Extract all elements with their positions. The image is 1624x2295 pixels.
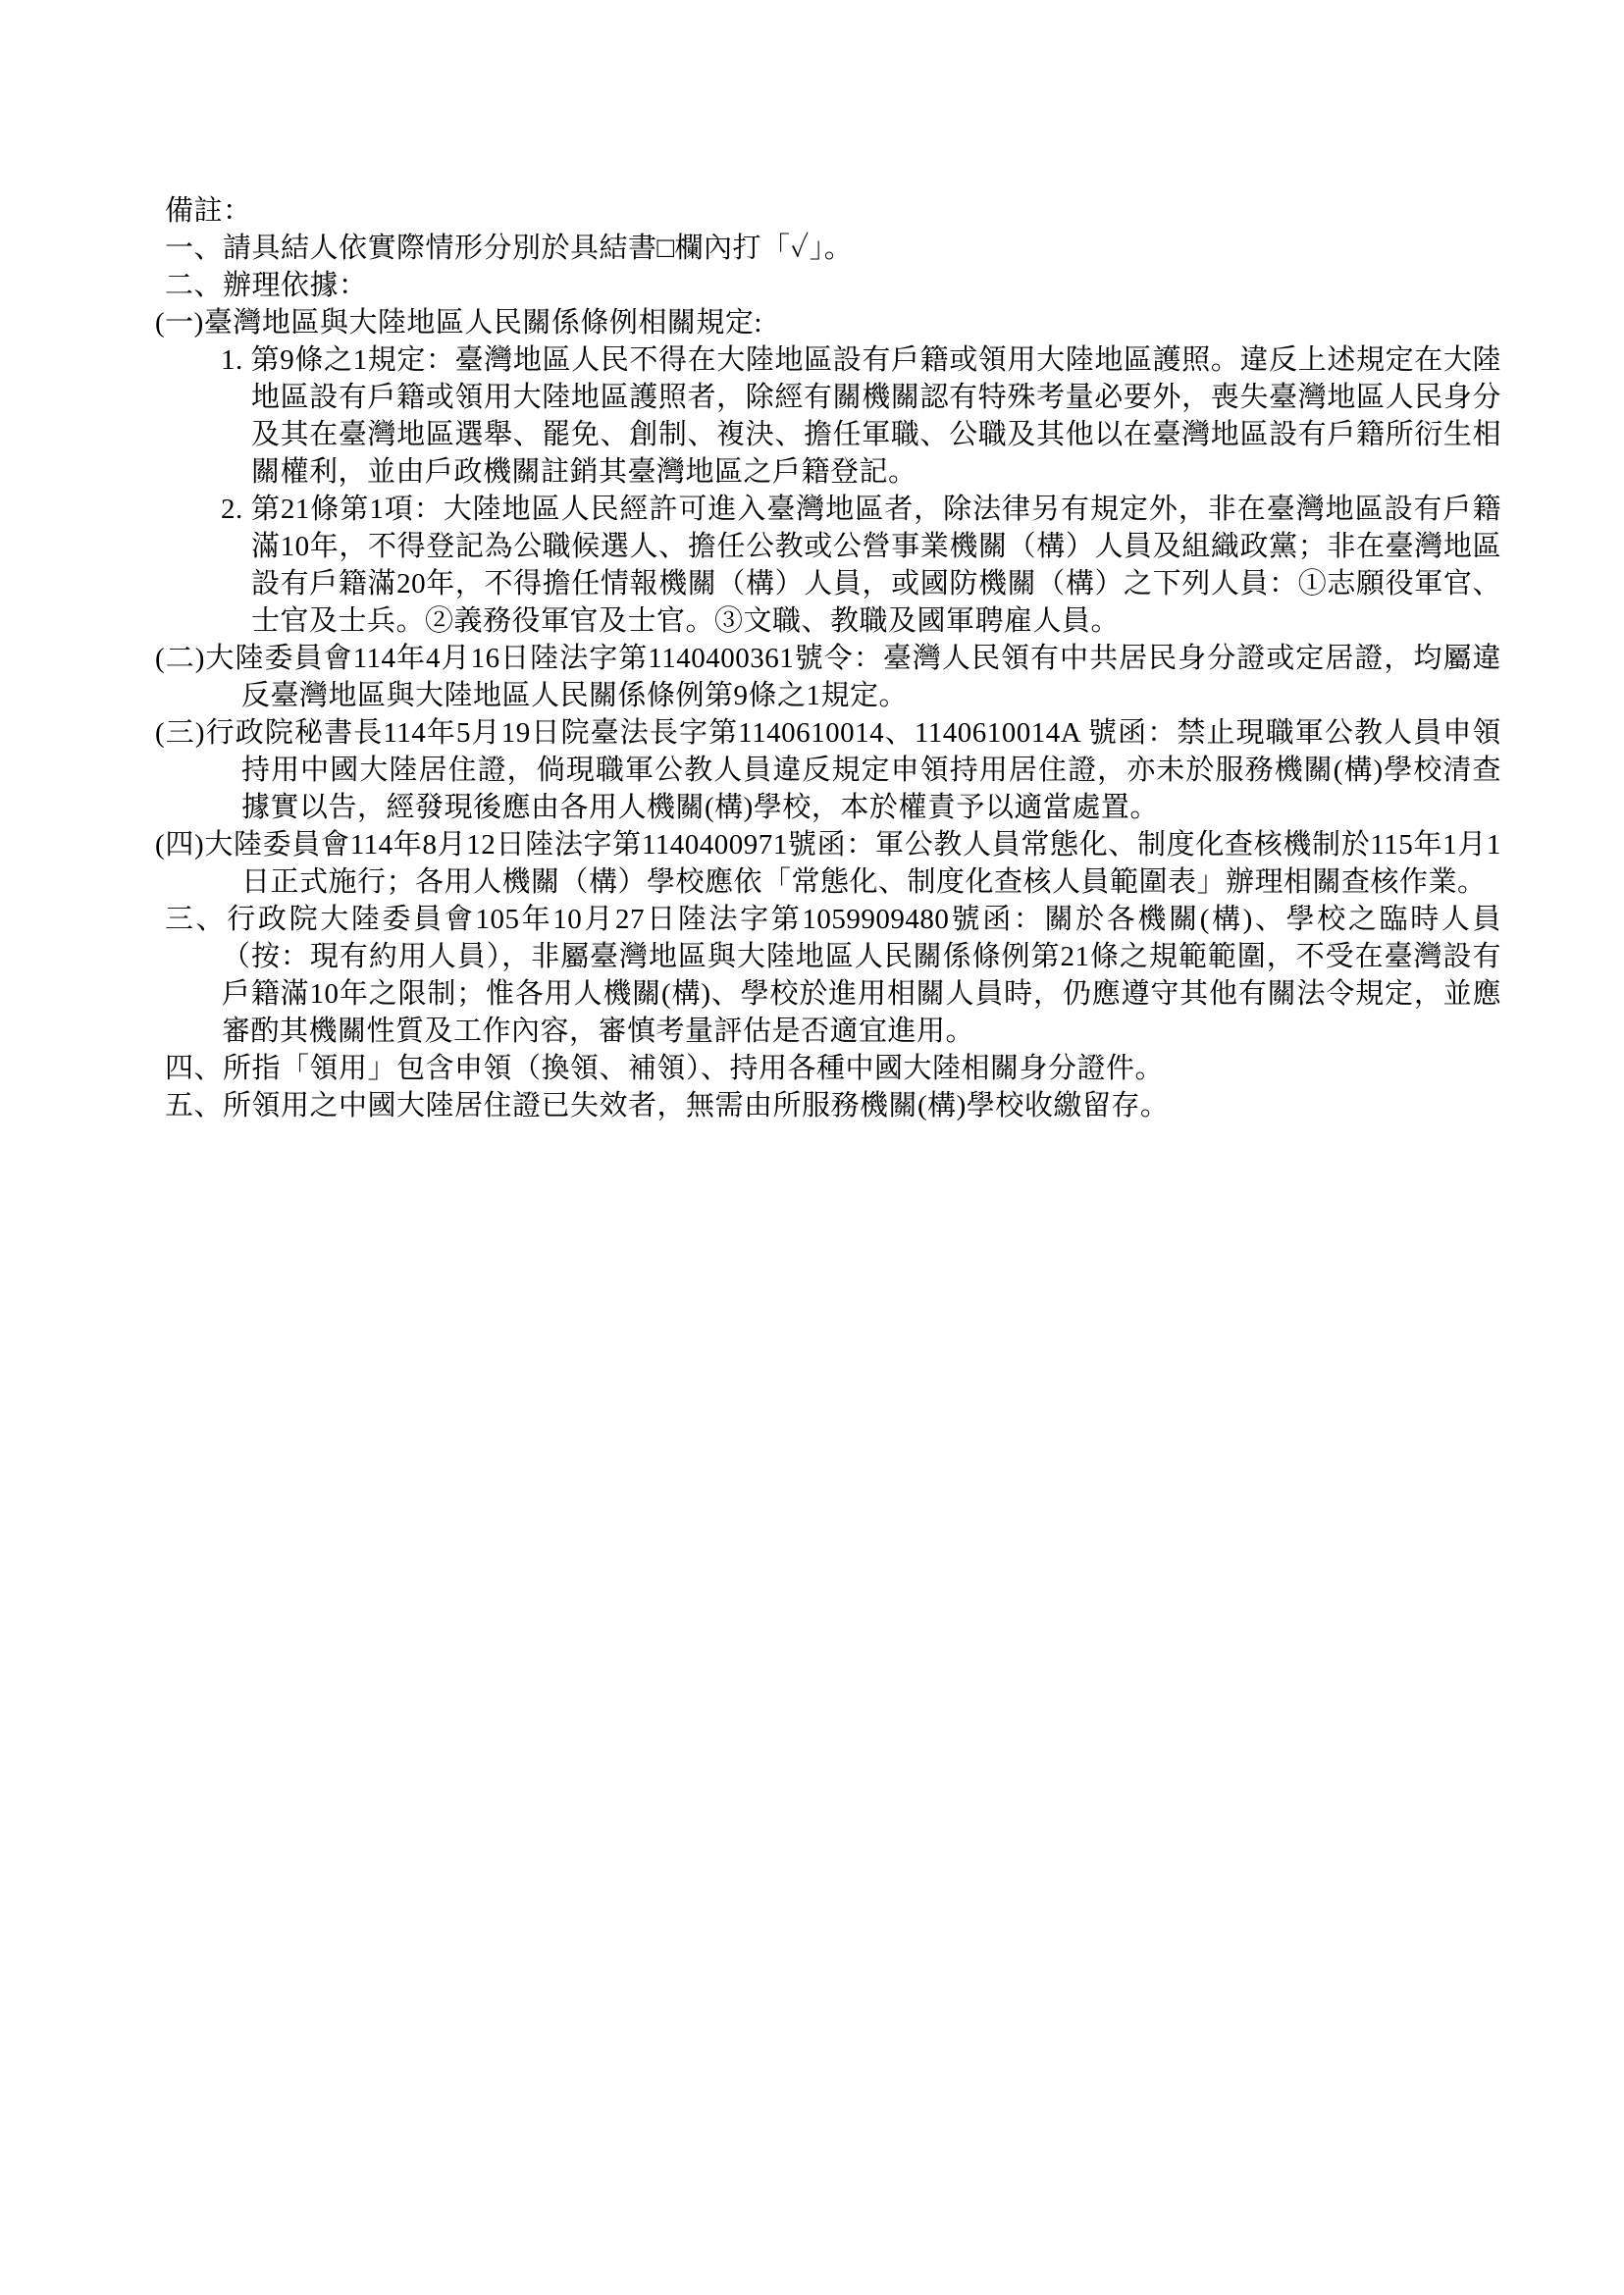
basis-3-executive-yuan-letter: (三)行政院秘書長114年5月19日院臺法長字第1140610014、1140610014A 號函：禁止現職軍公教人員申領持用中國大陸居住證，倘現職軍公教人員違反規定申領持用居住證，亦未於服務機關(構)學校清查據實以告，經發現後應由各用人機關(構)學校，本於權責予以適當處置。 xyxy=(155,717,1501,823)
notes-section xyxy=(155,192,1501,1124)
note-2-legal-basis-heading: 二、辦理依據： xyxy=(165,270,368,301)
basis-1-regulations-heading: (一)臺灣地區與大陸地區人民關係條例相關規定: xyxy=(155,307,762,339)
basis-2-mac-order-20250416: (二)大陸委員會114年4月16日陸法字第1140400361號令：臺灣人民領有中共居民身分證或定居證，均屬違反臺灣地區與大陸地區人民關係條例第9條之1規定。 xyxy=(155,643,1501,711)
note-4-definition-of-lingyong: 四、所指「領用」包含申領（換領、補領）、持用各種中國大陸相關身分證件。 xyxy=(165,1053,1165,1084)
note-5-expired-permit: 五、所領用之中國大陸居住證已失效者，無需由所服務機關(構)學校收繳留存。 xyxy=(165,1090,1170,1121)
note-3-temporary-staff: 三、行政院大陸委員會105年10月27日陸法字第1059909480號函：關於各機關(構)、學校之臨時人員（按：現有約用人員），非屬臺灣地區與大陸地區人民關係條例第21條之規範範圍，不受在臺灣設有戶籍滿10年之限制；惟各用人機關(構)、學校於進用相關人員時，仍應遵守其他有關法令規定，並應審酌其機關性質及工作內容，審慎考量評估是否適宜進用。 xyxy=(165,904,1501,1047)
basis-1-article-9-1: 1. 第9條之1規定：臺灣地區人民不得在大陸地區設有戶籍或領用大陸地區護照。違反上述規定在大陸地區設有戶籍或領用大陸地區護照者，除經有關機關認有特殊考量必要外，喪失臺灣地區人民身分及其在臺灣地區選舉、罷免、創制、複決、擔任軍職、公職及其他以在臺灣地區設有戶籍所衍生相關權利，並由戶政機關註銷其臺灣地區之戶籍登記。 xyxy=(221,344,1501,488)
basis-4-mac-letter-20250812: (四)大陸委員會114年8月12日陸法字第1140400971號函：軍公教人員常態化、制度化查核機制於115年1月1日正式施行；各用人機關（構）學校應依「常態化、制度化查核人員範圍表」辦理相關查核作業。 xyxy=(155,829,1501,898)
basis-1-article-21-1: 2. 第21條第1項：大陸地區人民經許可進入臺灣地區者，除法律另有規定外，非在臺灣地區設有戶籍滿10年，不得登記為公職候選人、擔任公教或公營事業機關（構）人員及組織政黨；非在臺灣地區設有戶籍滿20年，不得擔任情報機關（構）人員，或國防機關（構）之下列人員：①志願役軍官、士官及士兵。②義務役軍官及士官。③文職、教職及國軍聘雇人員。 xyxy=(221,494,1501,637)
notes-heading: 備註： xyxy=(165,195,252,227)
note-1-checkbox-instruction: 一、請具結人依實際情形分別於具結書□欄內打「✓」。 xyxy=(165,233,854,264)
